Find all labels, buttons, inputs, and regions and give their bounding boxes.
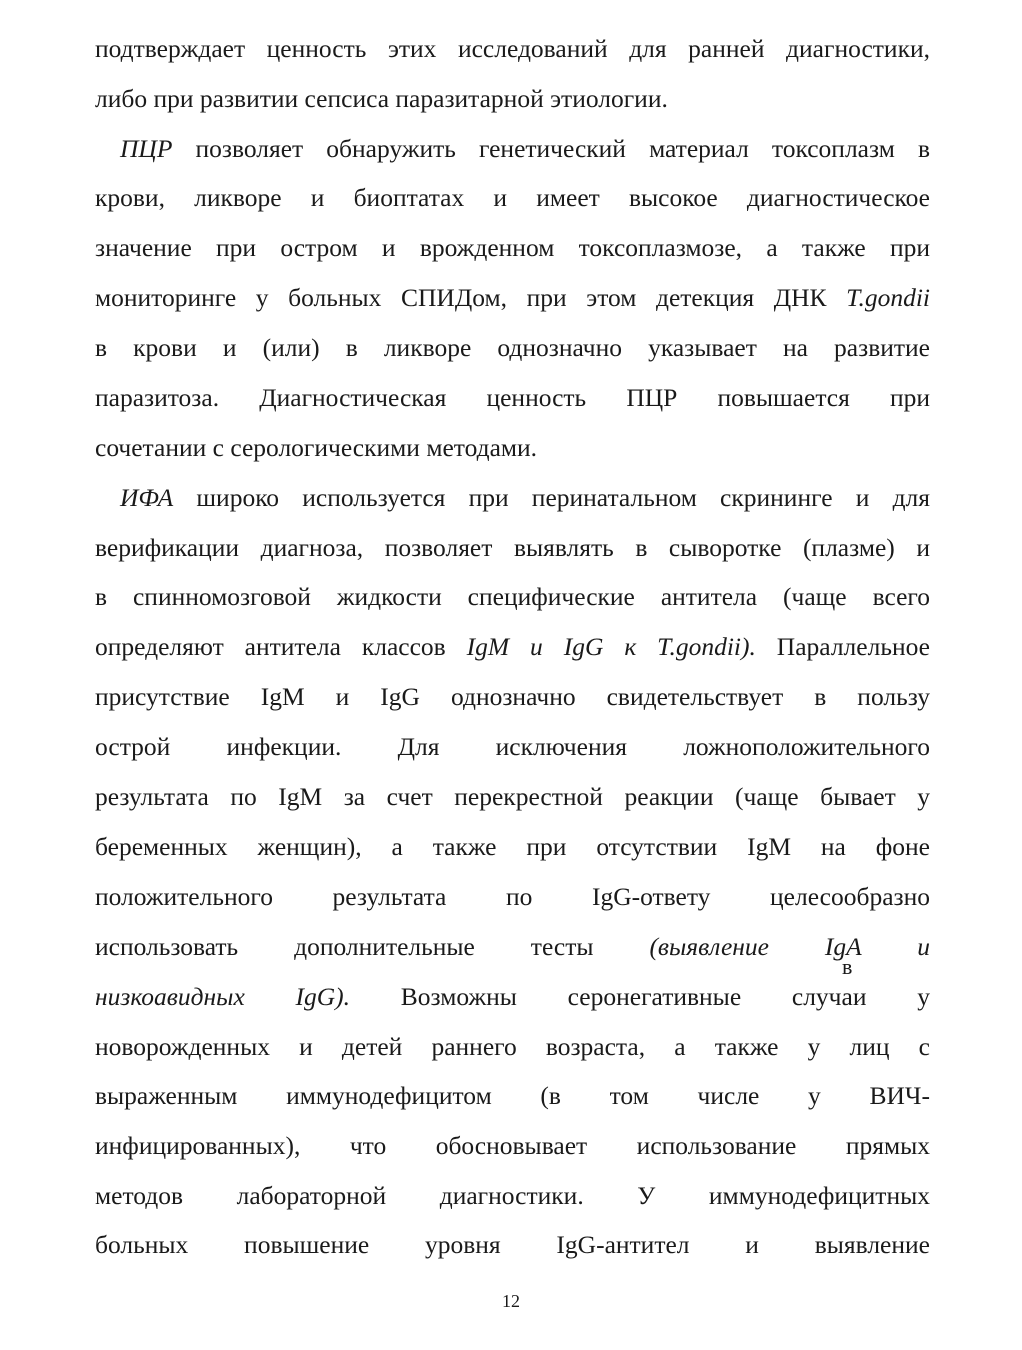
- text-segment: подтверждает ценность этих исследований для ранней диагностики,: [95, 34, 930, 63]
- text-line: [95, 183, 930, 213]
- text-line: [95, 1181, 930, 1211]
- text-line: [95, 782, 930, 812]
- text-segment: в спинномозговой жидкости специфические антитела (чаще всего: [95, 582, 930, 611]
- italic-text-segment: T.gondii: [846, 283, 930, 312]
- text-line: [95, 632, 930, 662]
- italic-text-segment: IgM и IgG к T.gondii).: [466, 632, 756, 661]
- text-segment: либо при развитии сепсиса паразитарной этиологии.: [95, 84, 668, 113]
- text-line: [95, 832, 930, 862]
- text-line: [95, 732, 930, 762]
- italic-text-segment: (выявление IgA и: [649, 932, 930, 961]
- text-line: [95, 682, 930, 712]
- text-line: [95, 1032, 930, 1062]
- text-segment: сочетании с серологическими методами.: [95, 433, 538, 462]
- text-segment: острой инфекции. Для исключения ложноположительного: [95, 732, 930, 761]
- text-segment: верификации диагноза, позволяет выявлять в сыворотке (плазме) и: [95, 533, 930, 562]
- text-line: [95, 533, 930, 563]
- text-line: [95, 34, 930, 64]
- text-segment: положительного результата по IgG-ответу целесообразно: [95, 882, 930, 911]
- text-segment: позволяет обнаружить генетический материал токсоплазм в: [172, 134, 930, 163]
- text-line: [120, 134, 930, 164]
- text-segment: больных повышение уровня IgG-антител и выявление: [95, 1230, 930, 1259]
- text-line: [95, 582, 930, 612]
- page-number: 12: [502, 1291, 520, 1311]
- text-segment: методов лабораторной диагностики. У иммунодефицитных: [95, 1181, 930, 1210]
- text-segment: использовать дополнительные тесты: [95, 932, 650, 961]
- text-segment: результата по IgM за счет перекрестной реакции (чаще бывает у: [95, 782, 930, 811]
- text-segment: крови, ликворе и биоптатах и имеет высокое диагностическое: [95, 183, 930, 212]
- italic-text-segment: низкоавидных IgG).: [95, 982, 351, 1011]
- text-line: [95, 283, 930, 313]
- text-segment: Параллельное: [755, 632, 930, 661]
- text-line: [95, 882, 930, 912]
- text-segment: мониторинге у больных СПИДом, при этом детекция ДНК: [95, 283, 847, 312]
- italic-text-segment: ИФА: [120, 483, 174, 512]
- text-line: [95, 1081, 930, 1111]
- text-segment: беременных женщин), а также при отсутствии IgM на фоне: [95, 832, 930, 861]
- text-line: [95, 433, 930, 463]
- text-line: [95, 233, 930, 263]
- italic-text-segment: ПЦР: [120, 134, 173, 163]
- text-line: [95, 84, 930, 114]
- text-line: [95, 932, 930, 962]
- text-segment: широко используется при перинатальном скрининге и для: [173, 483, 930, 512]
- text-line: [95, 982, 930, 1012]
- text-segment: определяют антитела классов: [95, 632, 467, 661]
- text-segment: инфицированных), что обосновывает использование прямых: [95, 1131, 930, 1160]
- text-segment: Возможны серонегативные случаи у: [350, 982, 930, 1011]
- text-line: [95, 1230, 930, 1260]
- text-line: [95, 383, 930, 413]
- text-segment: присутствие IgM и IgG однозначно свидетельствует в пользу: [95, 682, 930, 711]
- text-segment: новорожденных и детей раннего возраста, а также у лиц с: [95, 1032, 930, 1061]
- subscript-note: в: [842, 954, 853, 979]
- text-segment: выраженным иммунодефицитом (в том числе у ВИЧ-: [95, 1081, 930, 1110]
- text-segment: значение при остром и врожденном токсоплазмозе, а также при: [95, 233, 930, 262]
- text-segment: в крови и (или) в ликворе однозначно указывает на развитие: [95, 333, 930, 362]
- text-line: [95, 1131, 930, 1161]
- text-line: [120, 483, 930, 513]
- text-line: [95, 333, 930, 363]
- text-segment: паразитоза. Диагностическая ценность ПЦР повышается при: [95, 383, 930, 412]
